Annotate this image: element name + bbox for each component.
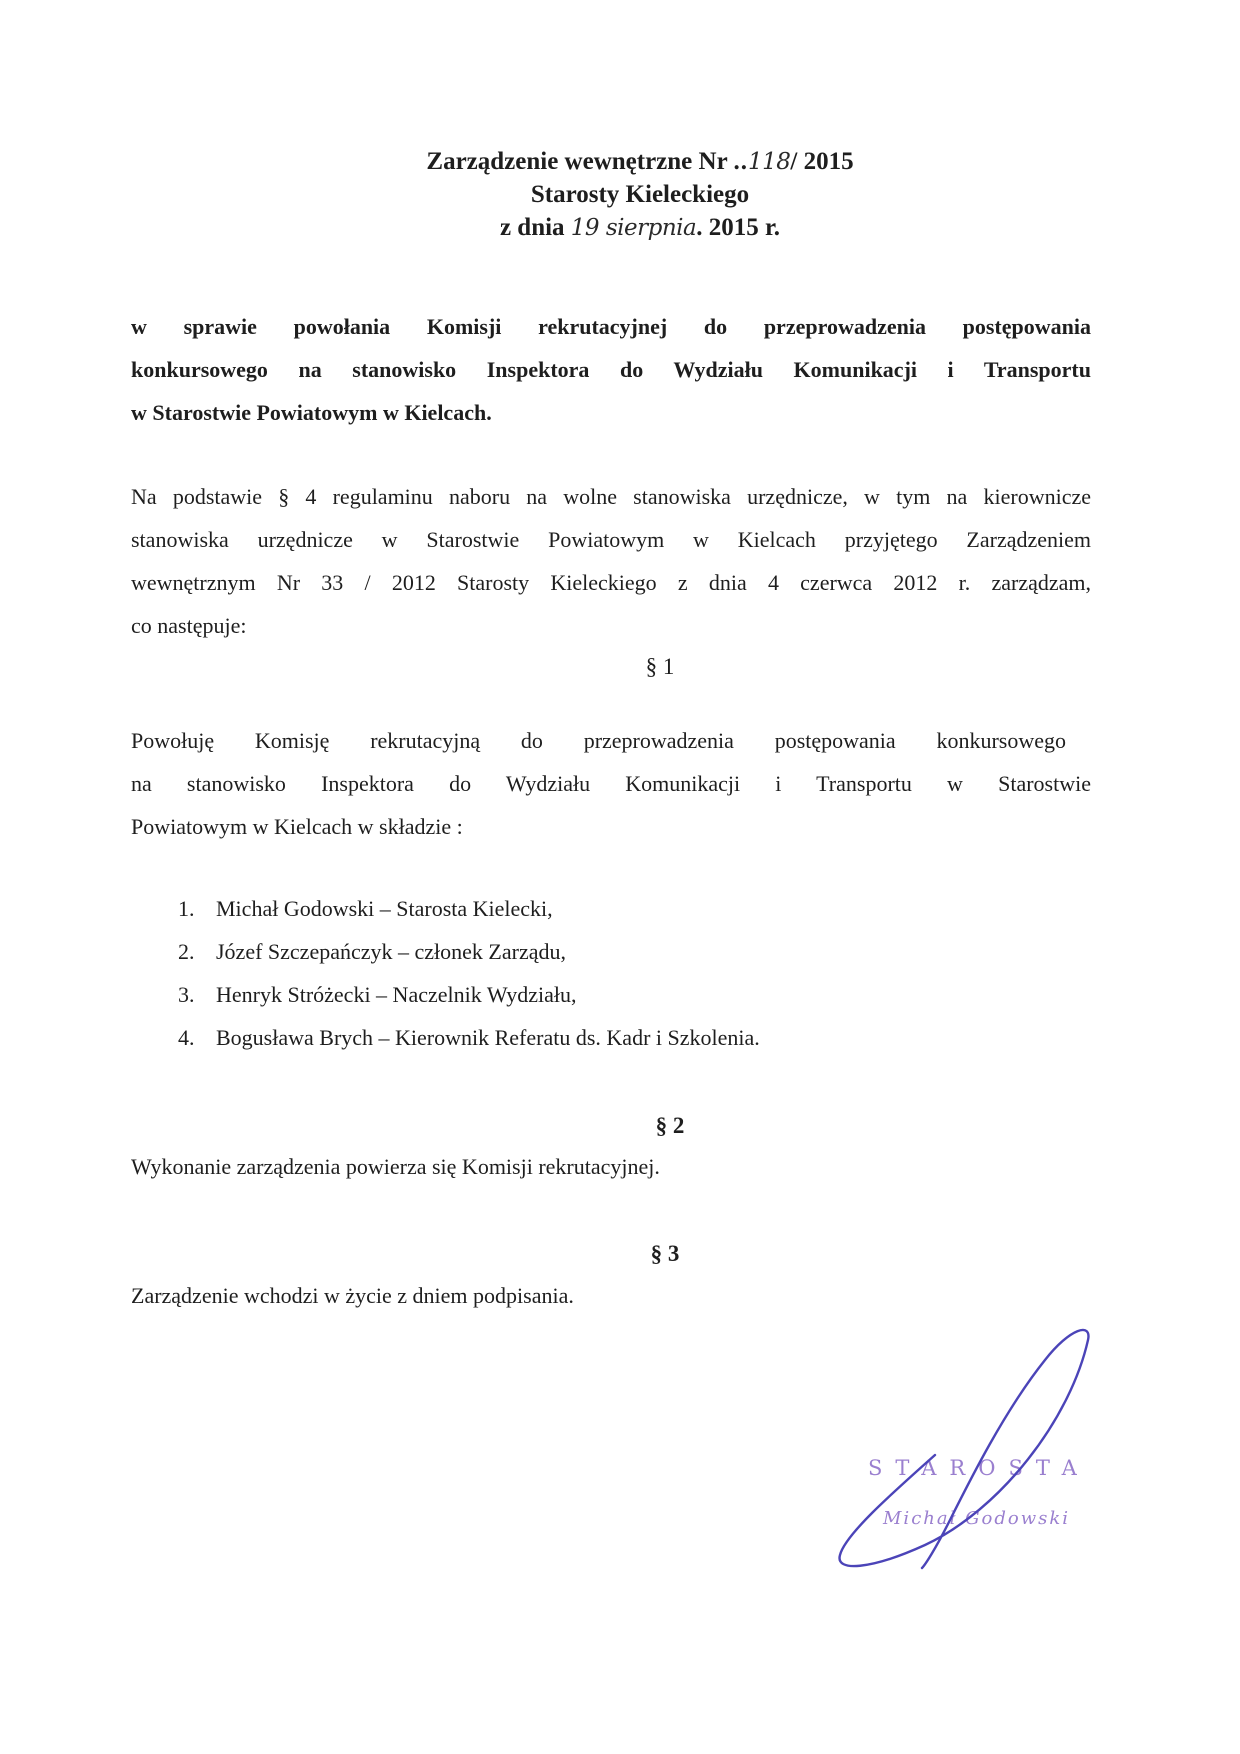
member-text: Bogusława Brych – Kierownik Referatu ds. Kadr i Szkolenia. — [216, 1025, 760, 1050]
handwritten-number: 118 — [747, 149, 791, 175]
section-1-line-1: Powołuję Komisję rekrutacyjną do przeprowadzenia postępowania konkursowego — [131, 728, 1066, 753]
title-suffix: / 2015 — [790, 148, 854, 175]
document-issuer: Starosty Kieleckiego — [530, 181, 750, 208]
list-number: 1. — [178, 896, 195, 921]
list-number: 4. — [178, 1025, 195, 1050]
preamble-line-4: co następuje: — [131, 613, 247, 638]
member-text: Henryk Stróżecki – Naczelnik Wydziału, — [216, 982, 577, 1007]
subject-line-2: konkursowego na stanowisko Inspektora do Wydziału Komunikacji i Transportu — [131, 357, 1091, 382]
list-number: 3. — [178, 982, 195, 1007]
committee-members-list — [178, 887, 760, 1059]
subject-line-1: w sprawie powołania Komisji rekrutacyjnej do przeprowadzenia postępowania — [131, 314, 1091, 339]
number-dots: .. — [733, 148, 748, 175]
section-2-mark: § 2 — [655, 1113, 685, 1138]
document-date — [20, 212, 1240, 244]
preamble-line-3: wewnętrznym Nr 33 / 2012 Starosty Kieleckiego z dnia 4 czerwca 2012 r. zarządzam, — [131, 570, 1091, 595]
section-1-line-3: Powiatowym w Kielcach w składzie : — [131, 814, 463, 839]
list-number: 2. — [178, 939, 195, 964]
document-title — [20, 146, 1240, 178]
handwritten-signature — [830, 1320, 1100, 1570]
member-text: Michał Godowski – Starosta Kielecki, — [216, 896, 553, 921]
list-item — [178, 887, 760, 930]
section-3-mark: § 3 — [650, 1241, 680, 1266]
section-2-text: Wykonanie zarządzenia powierza się Komisji rekrutacyjnej. — [131, 1154, 660, 1179]
stamp-title: STAROSTA — [868, 1456, 1090, 1480]
preamble-line-2: stanowiska urzędnicze w Starostwie Powiatowym w Kielcach przyjętego Zarządzeniem — [131, 527, 1091, 552]
subject-line-3: w Starostwie Powiatowym w Kielcach. — [131, 400, 492, 425]
handwritten-date: 19 sierpnia — [570, 215, 697, 241]
date-suffix: . 2015 r. — [696, 214, 781, 241]
list-item — [178, 1016, 760, 1059]
section-1-line-2: na stanowisko Inspektora do Wydziału Komunikacji i Transportu w Starostwie — [131, 771, 1091, 796]
list-item — [178, 930, 760, 973]
stamp-name: Michał Godowski — [883, 1508, 1071, 1529]
list-item — [178, 973, 760, 1016]
member-text: Józef Szczepańczyk – członek Zarządu, — [216, 939, 566, 964]
title-prefix: Zarządzenie wewnętrzne Nr — [426, 148, 734, 175]
preamble-line-1: Na podstawie § 4 regulaminu naboru na wolne stanowiska urzędnicze, w tym na kierownicze — [131, 484, 1091, 509]
date-prefix: z dnia — [499, 214, 571, 241]
section-1-mark: § 1 — [645, 654, 675, 679]
section-3-text: Zarządzenie wchodzi w życie z dniem podpisania. — [131, 1283, 574, 1308]
